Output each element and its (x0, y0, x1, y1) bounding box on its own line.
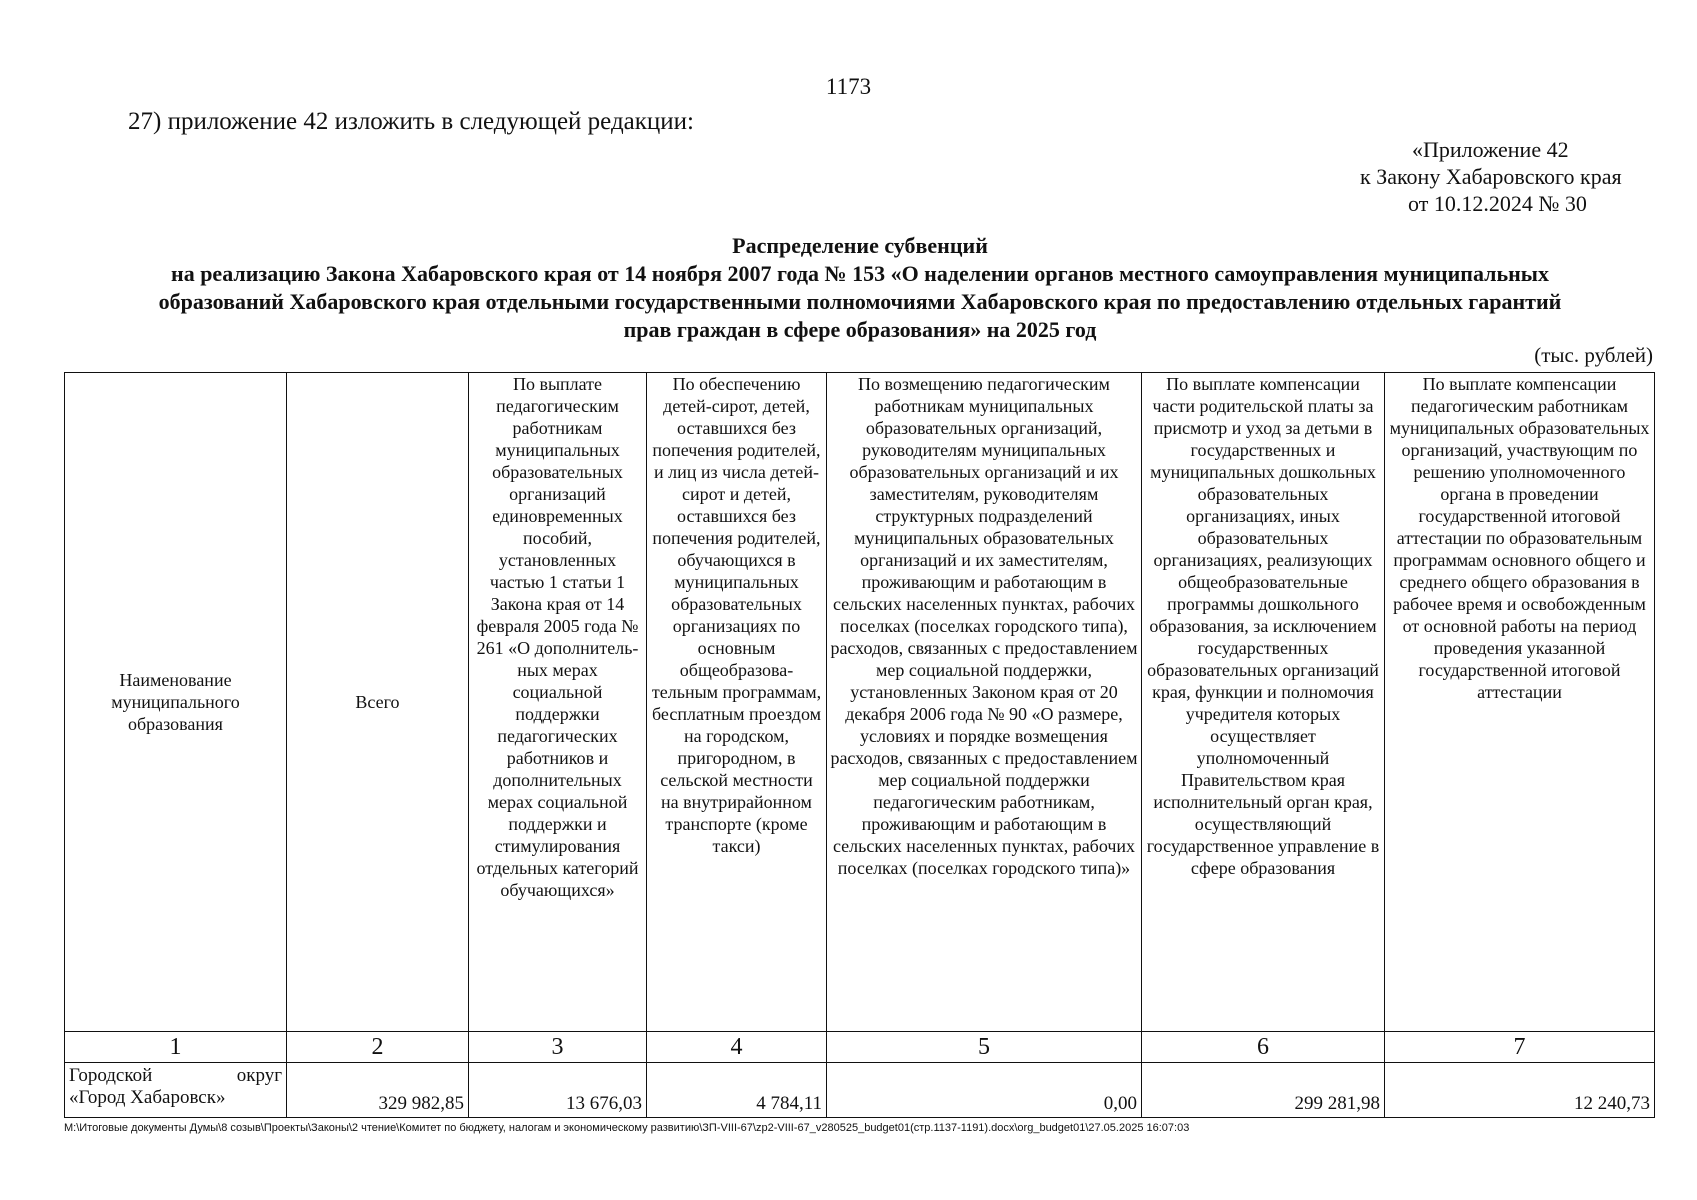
appendix-reference (1250, 136, 1670, 217)
header-total: Всего (287, 373, 469, 1032)
title-line-2: образований Хабаровского края отдельными государственными полномочиями Хабаровского края по предоставлению отдельных гарантий (158, 289, 1562, 314)
value-col6: 299 281,98 (1142, 1063, 1385, 1118)
header-teacher-allowances: По выплате педагогическим работникам муниципальных образовательных организаций единовременных пособий, установленных частью 1 статьи 1 Закона края от 14 февраля 2005 года № 261 «О дополнитель-ных мерах социальной поддержки педагогических работников и дополнительных мерах социальной поддержки и стимулирования отдельных категорий обучающихся» (469, 373, 647, 1032)
column-number: 4 (647, 1032, 827, 1063)
appendix-line-3: от 10.12.2024 № 30 (1408, 191, 1587, 216)
title-heading: Распределение субвенций (732, 233, 988, 258)
municipality-name-part: «Город Хабаровск» (69, 1087, 226, 1108)
municipality-name (65, 1063, 287, 1118)
units-label: (тыс. рублей) (1534, 343, 1653, 367)
column-number-row (65, 1032, 1655, 1063)
header-row (65, 373, 1655, 1032)
value-total: 329 982,85 (287, 1063, 469, 1118)
page-number: 1173 (825, 74, 872, 99)
header-municipality: Наименование муниципального образования (65, 373, 287, 1032)
column-number: 1 (65, 1032, 287, 1063)
appendix-line-2: к Закону Хабаровского края (1360, 164, 1622, 189)
header-orphan-transport: По обеспечению детей-сирот, детей, оставшихся без попечения родителей, и лиц из числа детей-сирот и детей, оставшихся без попечения родителей, обучающихся в муниципальных образовательных организациях по основным общеобразова-тельным программам, бесплатным проездом на городском, пригородном, в сельской местности на внутрирайонном транспорте (кроме такси) (647, 373, 827, 1032)
value-col4: 4 784,11 (647, 1063, 827, 1118)
municipality-name-part: округ (236, 1065, 282, 1086)
appendix-line-1: «Приложение 42 (1412, 137, 1569, 162)
footer-file-path: M:\Итоговые документы Думы\8 созыв\Проекты\Законы\2 чтение\Комитет по бюджету, налогам и экономическому развитию\ЗП-VIII-67\zp2-VIII-67_v280525_budget01(стр.1137-1191).docx\org_budget01\27.05.2025 16:07:03 (64, 1122, 1190, 1134)
value-col7: 12 240,73 (1385, 1063, 1655, 1118)
column-number: 7 (1385, 1032, 1655, 1063)
header-exam-compensation: По выплате компенсации педагогическим работникам муниципальных образовательных организаций, участвующим по решению уполномоченного органа в проведении государственной итоговой аттестации по образовательным программам основного общего и среднего общего образования в рабочее время и освобожденным от основной работы на период проведения указанной государственной итоговой аттестации (1385, 373, 1655, 1032)
header-rural-teacher-compensation: По возмещению педагогическим работникам муниципальных образовательных организаций, руководителям муниципальных образовательных организаций и их заместителям, руководителям структурных подразделений муниципальных образовательных организаций и их заместителям, проживающим и работающим в сельских населенных пунктах, рабочих поселках (поселках городского типа), расходов, связанных с предоставлением мер социальной поддержки, установленных Законом края от 20 декабря 2006 года № 90 «О размере, условиях и порядке возмещения расходов, связанных с предоставлением мер социальной поддержки педагогическим работникам, проживающим и работающим в сельских населенных пунктах, рабочих поселках (поселках городского типа)» (827, 373, 1142, 1032)
value-col3: 13 676,03 (469, 1063, 647, 1118)
title-line-1: на реализацию Закона Хабаровского края от 14 ноября 2007 года № 153 «О наделении органов местного самоуправления муниципальных (171, 261, 1549, 286)
municipality-name-part: Городской (69, 1065, 153, 1086)
value-col5: 0,00 (827, 1063, 1142, 1118)
header-parent-fee-compensation: По выплате компенсации части родительской платы за присмотр и уход за детьми в государственных и муниципальных дошкольных образовательных организациях, иных образовательных организациях, реализующих общеобразовательные программы дошкольного образования, за исключением государственных образовательных организаций края, функции и полномочия учредителя которых осуществляет уполномоченный Правительством края исполнительный орган края, осуществляющий государственное управление в сфере образования (1142, 373, 1385, 1032)
amendment-line: 27) приложение 42 изложить в следующей редакции: (128, 108, 694, 135)
title-line-3: прав граждан в сфере образования» на 2025 год (623, 317, 1097, 342)
column-number: 6 (1142, 1032, 1385, 1063)
column-number: 3 (469, 1032, 647, 1063)
subventions-table (64, 372, 1655, 1118)
document-title (60, 232, 1660, 344)
table-row (65, 1063, 1655, 1118)
column-number: 5 (827, 1032, 1142, 1063)
column-number: 2 (287, 1032, 469, 1063)
